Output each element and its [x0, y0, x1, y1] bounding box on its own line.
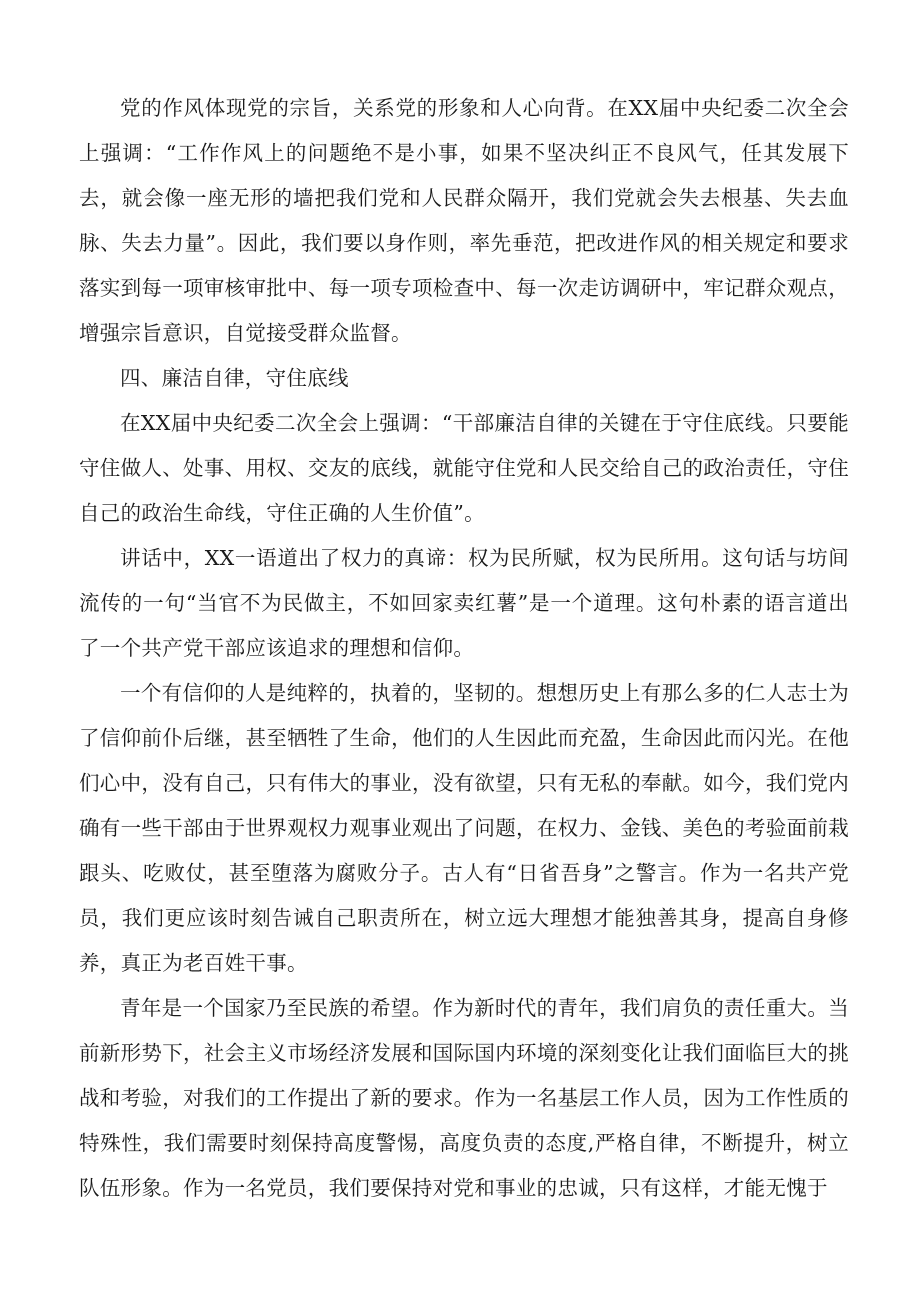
paragraph-self-discipline: 在XX届中央纪委二次全会上强调：“干部廉洁自律的关键在于守住底线。只要能守住做人、处事、用权、交友的底线，就能守住党和人民交给自己的政治责任，守住自己的政治生命线，守住正确的人生价值”。: [79, 411, 849, 525]
section-heading-four: 四、廉洁自律，守住底线: [120, 366, 349, 390]
paragraph-power-truth: 讲话中，XX一语道出了权力的真谛：权为民所赋，权为民所用。这句话与坊间流传的一句“当官不为民做主，不如回家卖红薯”是一个道理。这句朴素的语言道出了一个共产党干部应该追求的理想和信仰。: [79, 546, 849, 660]
document-page: [79, 86, 849, 1211]
paragraph-work-style: 党的作风体现党的宗旨，关系党的形象和人心向背。在XX届中央纪委二次全会上强调：“工作作风上的问题绝不是小事，如果不坚决纠正不良风气，任其发展下去，就会像一座无形的墙把我们党和人民群众隔开，我们党就会失去根基、失去血脉、失去力量”。因此，我们要以身作则，率先垂范，把改进作风的相关规定和要求落实到每一项审核审批中、每一项专项检查中、每一次走访调研中，牢记群众观点，增强宗旨意识，自觉接受群众监督。: [79, 96, 849, 345]
paragraph-youth: 青年是一个国家乃至民族的希望。作为新时代的青年，我们肩负的责任重大。当前新形势下，社会主义市场经济发展和国际国内环境的深刻变化让我们面临巨大的挑战和考验，对我们的工作提出了新的要求。作为一名基层工作人员，因为工作性质的特殊性，我们需要时刻保持高度警惕，高度负责的态度,严格自律，不断提升，树立队伍形象。作为一名党员，我们要保持对党和事业的忠诚，只有这样，才能无愧于: [79, 996, 849, 1200]
paragraph-faith: 一个有信仰的人是纯粹的，执着的，坚韧的。想想历史上有那么多的仁人志士为了信仰前仆后继，甚至牺牲了生命，他们的人生因此而充盈，生命因此而闪光。在他们心中，没有自己，只有伟大的事业，没有欲望，只有无私的奉献。如今，我们党内确有一些干部由于世界观权力观事业观出了问题，在权力、金钱、美色的考验面前栽跟头、吃败仗，甚至堕落为腐败分子。古人有“日省吾身”之警言。作为一名共产党员，我们更应该时刻告诫自己职责所在，树立远大理想才能独善其身，提高自身修养，真正为老百姓干事。: [79, 681, 849, 975]
